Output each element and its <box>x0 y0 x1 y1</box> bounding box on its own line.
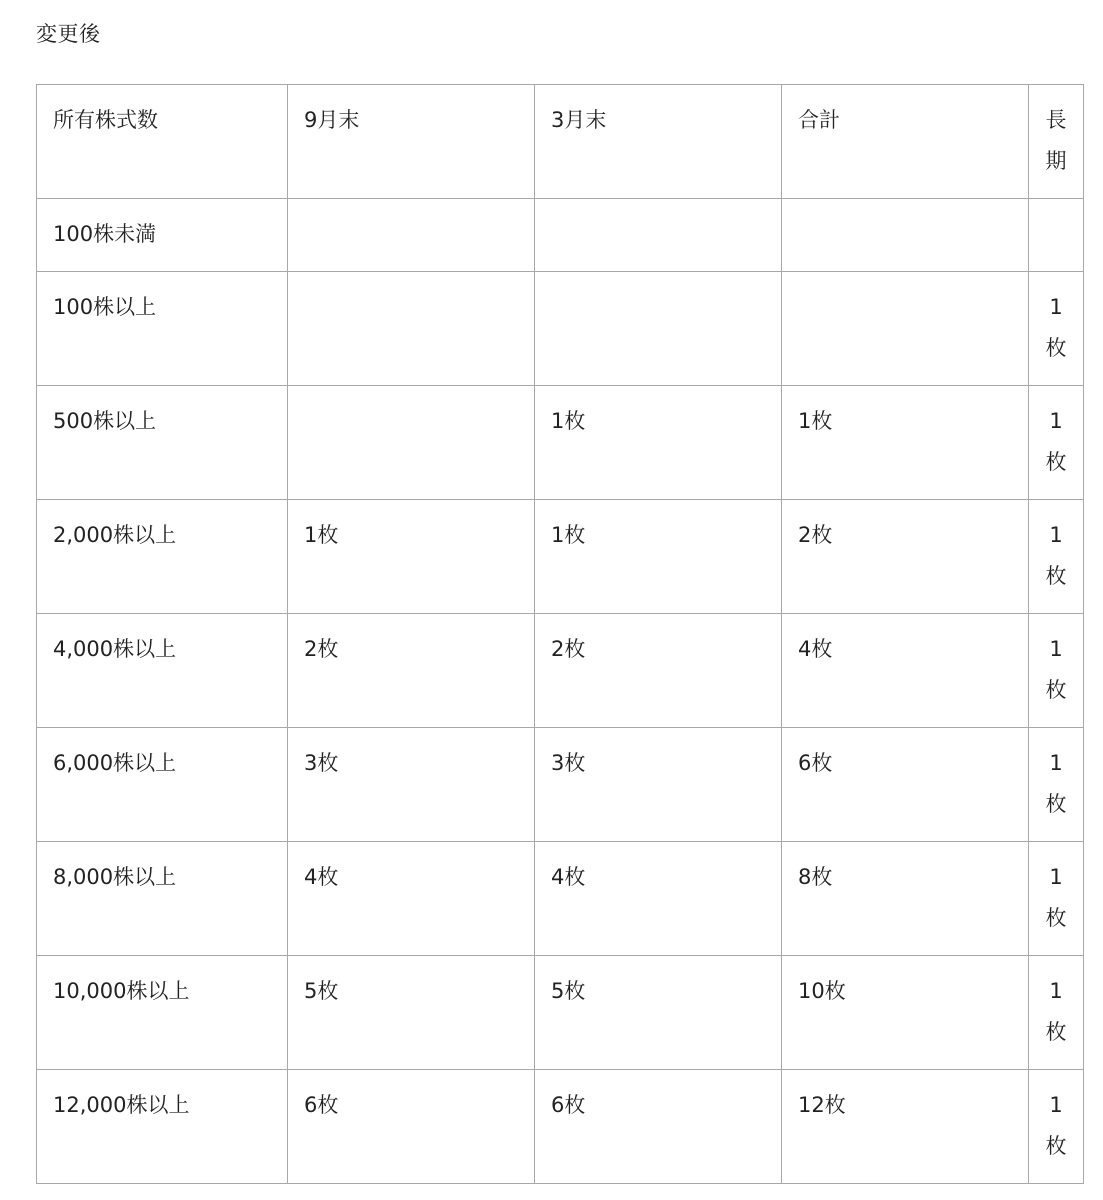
table-row <box>37 956 1084 1070</box>
cell-march: 6枚 <box>535 1070 782 1184</box>
table-row <box>37 500 1084 614</box>
cell-total: 2枚 <box>782 500 1029 614</box>
table-row <box>37 272 1084 386</box>
cell-march: 3枚 <box>535 728 782 842</box>
cell-total: 1枚 <box>782 386 1029 500</box>
cell-long-term: 1枚 <box>1029 272 1084 386</box>
cell-march: 5枚 <box>535 956 782 1070</box>
cell-shares: 8,000株以上 <box>37 842 288 956</box>
cell-september: 4枚 <box>288 842 535 956</box>
cell-long-term: 1枚 <box>1029 500 1084 614</box>
cell-september: 5枚 <box>288 956 535 1070</box>
cell-long-term <box>1029 199 1084 272</box>
cell-total: 6枚 <box>782 728 1029 842</box>
header-cell-total: 合計 <box>782 85 1029 199</box>
table-row <box>37 614 1084 728</box>
header-cell-march: 3月末 <box>535 85 782 199</box>
cell-total: 8枚 <box>782 842 1029 956</box>
cell-shares: 2,000株以上 <box>37 500 288 614</box>
cell-shares: 100株未満 <box>37 199 288 272</box>
cell-march: 2枚 <box>535 614 782 728</box>
cell-september <box>288 272 535 386</box>
cell-september: 1枚 <box>288 500 535 614</box>
table-row <box>37 842 1084 956</box>
cell-long-term: 1枚 <box>1029 956 1084 1070</box>
cell-total: 12枚 <box>782 1070 1029 1184</box>
cell-shares: 4,000株以上 <box>37 614 288 728</box>
header-cell-long-term: 長期 <box>1029 85 1084 199</box>
table-row <box>37 1070 1084 1184</box>
cell-long-term: 1枚 <box>1029 728 1084 842</box>
cell-march: 1枚 <box>535 500 782 614</box>
cell-march: 4枚 <box>535 842 782 956</box>
cell-shares: 100株以上 <box>37 272 288 386</box>
cell-total: 10枚 <box>782 956 1029 1070</box>
cell-march: 1枚 <box>535 386 782 500</box>
header-cell-september: 9月末 <box>288 85 535 199</box>
table-row <box>37 199 1084 272</box>
cell-march <box>535 272 782 386</box>
cell-shares: 500株以上 <box>37 386 288 500</box>
cell-total <box>782 272 1029 386</box>
cell-shares: 12,000株以上 <box>37 1070 288 1184</box>
cell-september: 6枚 <box>288 1070 535 1184</box>
header-row <box>37 85 1084 199</box>
cell-long-term: 1枚 <box>1029 842 1084 956</box>
cell-september: 2枚 <box>288 614 535 728</box>
table-row <box>37 728 1084 842</box>
cell-long-term: 1枚 <box>1029 614 1084 728</box>
section-heading: 変更後 <box>36 22 101 46</box>
cell-september: 3枚 <box>288 728 535 842</box>
cell-shares: 6,000株以上 <box>37 728 288 842</box>
cell-long-term: 1枚 <box>1029 386 1084 500</box>
cell-long-term: 1枚 <box>1029 1070 1084 1184</box>
cell-shares: 10,000株以上 <box>37 956 288 1070</box>
table-row <box>37 386 1084 500</box>
cell-september <box>288 386 535 500</box>
cell-september <box>288 199 535 272</box>
header-cell-shares: 所有株式数 <box>37 85 288 199</box>
cell-march <box>535 199 782 272</box>
cell-total <box>782 199 1029 272</box>
shareholder-benefit-table <box>36 84 1084 1184</box>
cell-total: 4枚 <box>782 614 1029 728</box>
